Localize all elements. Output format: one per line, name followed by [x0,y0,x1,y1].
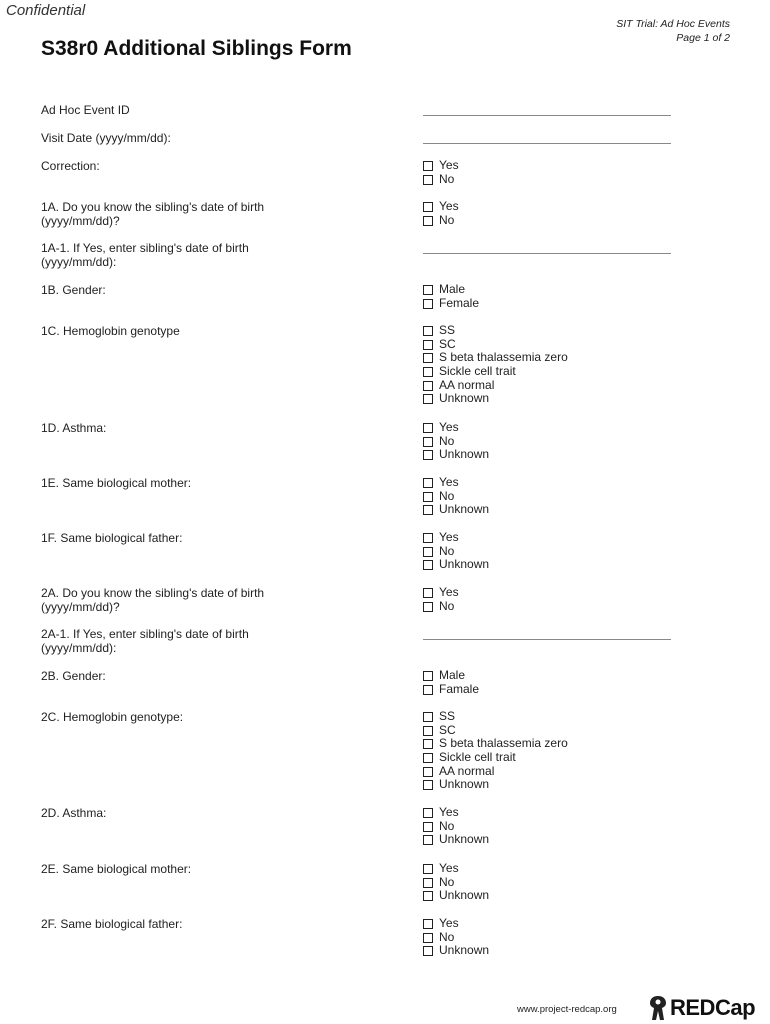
option[interactable] [423,392,568,406]
header-info [616,17,730,45]
answer-line[interactable] [423,143,671,144]
option-group [423,476,489,517]
option-group [423,421,489,462]
option-label: Yes [439,530,459,544]
option-group [423,710,568,792]
option-label: Sickle cell trait [439,364,516,379]
option[interactable] [423,931,489,945]
checkbox[interactable] [423,780,433,790]
checkbox[interactable] [423,533,433,543]
option-group [423,159,459,186]
checkbox[interactable] [423,712,433,722]
option-group [423,531,489,572]
option[interactable] [423,435,489,449]
checkbox[interactable] [423,175,433,185]
option-label: Male [439,668,466,682]
question-label: 2D. Asthma: [41,806,107,820]
option-label: Yes [439,420,459,434]
option[interactable] [423,751,568,765]
option[interactable] [423,297,479,311]
option-label: Unknown [439,502,490,517]
option-group [423,862,489,903]
option[interactable] [423,379,568,393]
question-label: 1A-1. If Yes, enter sibling's date of birth (yyyy/mm/dd): [41,241,249,269]
option[interactable] [423,545,489,559]
option[interactable] [423,200,459,214]
option-label: SC [439,336,456,351]
question-label: 1A. Do you know the sibling's date of birth (yyyy/mm/dd)? [41,200,265,228]
redcap-logo-text: REDCap [670,995,756,1020]
option-group [423,917,489,958]
checkbox[interactable] [423,864,433,874]
option[interactable] [423,765,568,779]
checkbox[interactable] [423,588,433,598]
option-group [423,324,568,406]
checkbox[interactable] [423,808,433,818]
option-label: S beta thalassemia zero [439,350,568,365]
option-label: Unknown [439,557,490,572]
option-label: No [439,598,455,613]
option-label: AA normal [439,377,495,392]
option-label: Unknown [439,943,490,958]
checkbox[interactable] [423,602,433,612]
option[interactable] [423,833,489,847]
option-label: Yes [439,158,459,172]
option-label: SC [439,722,456,737]
option-label: No [439,433,455,448]
option[interactable] [423,324,568,338]
question-label: Ad Hoc Event ID [41,103,130,117]
option[interactable] [423,889,489,903]
checkbox[interactable] [423,822,433,832]
option-label: Unknown [439,777,490,792]
checkbox[interactable] [423,478,433,488]
answer-line[interactable] [423,115,671,116]
option[interactable] [423,448,489,462]
option[interactable] [423,876,489,890]
option-group [423,200,459,227]
checkbox[interactable] [423,878,433,888]
option-label: Yes [439,916,459,930]
option[interactable] [423,737,568,751]
checkbox[interactable] [423,933,433,943]
option[interactable] [423,421,489,435]
question-label: Visit Date (yyyy/mm/dd): [41,131,171,145]
question-label: 2E. Same biological mother: [41,862,192,876]
option-label: No [439,488,455,503]
checkbox[interactable] [423,891,433,901]
checkbox[interactable] [423,671,433,681]
option-label: No [439,874,455,889]
option-label: Yes [439,861,459,875]
option[interactable] [423,351,568,365]
checkbox[interactable] [423,726,433,736]
question-label: 2A. Do you know the sibling's date of birth (yyyy/mm/dd)? [41,586,265,614]
option[interactable] [423,710,568,724]
option-label: No [439,171,455,186]
option-group [423,283,479,310]
option[interactable] [423,558,489,572]
answer-line[interactable] [423,639,671,640]
option[interactable] [423,724,568,738]
option[interactable] [423,600,459,614]
option[interactable] [423,917,489,931]
checkbox[interactable] [423,161,433,171]
option-label: Unknown [439,391,490,406]
option[interactable] [423,944,489,958]
option-label: Female [439,295,480,310]
question-label: 2C. Hemoglobin genotype: [41,710,184,724]
option[interactable] [423,503,489,517]
checkbox[interactable] [423,381,433,391]
checkbox[interactable] [423,560,433,570]
footer-url[interactable]: www.project-redcap.org [517,1004,617,1015]
checkbox[interactable] [423,492,433,502]
option-group [423,806,489,847]
option-label: No [439,543,455,558]
question-label: 1D. Asthma: [41,421,107,435]
option[interactable] [423,778,568,792]
question-label: 1B. Gender: [41,283,106,297]
option[interactable] [423,820,489,834]
option-label: SS [439,709,456,723]
question-label: 2A-1. If Yes, enter sibling's date of birth (yyyy/mm/dd): [41,627,249,655]
checkbox[interactable] [423,685,433,695]
option-label: No [439,212,455,227]
option-label: Unknown [439,447,490,462]
question-label: 1C. Hemoglobin genotype [41,324,180,338]
option-label: Yes [439,805,459,819]
option-label: Yes [439,585,459,599]
checkbox[interactable] [423,767,433,777]
checkbox[interactable] [423,423,433,433]
option-label: AA normal [439,763,495,778]
option-label: Yes [439,475,459,489]
question-label: 2F. Same biological father: [41,917,183,931]
checkbox[interactable] [423,505,433,515]
option-label: Unknown [439,888,490,903]
checkbox[interactable] [423,547,433,557]
option[interactable] [423,476,489,490]
form-title: S38r0 Additional Siblings Form [41,37,352,60]
option[interactable] [423,669,479,683]
confidential-label: Confidential [6,2,86,19]
page-number: Page 1 of 2 [676,32,730,44]
option[interactable] [423,283,479,297]
option[interactable] [423,214,459,228]
trial-name: SIT Trial: Ad Hoc Events [616,18,730,30]
checkbox[interactable] [423,835,433,845]
option-label: No [439,818,455,833]
answer-line[interactable] [423,253,671,254]
option[interactable] [423,365,568,379]
option-label: Famale [439,681,480,696]
option-label: SS [439,323,456,337]
checkbox[interactable] [423,394,433,404]
option-group [423,669,479,696]
checkbox[interactable] [423,340,433,350]
option-label: S beta thalassemia zero [439,736,568,751]
checkbox[interactable] [423,285,433,295]
option-label: No [439,929,455,944]
checkbox[interactable] [423,450,433,460]
checkbox[interactable] [423,326,433,336]
checkbox[interactable] [423,919,433,929]
option[interactable] [423,159,459,173]
checkbox[interactable] [423,739,433,749]
option-label: Male [439,282,466,296]
checkbox[interactable] [423,299,433,309]
option[interactable] [423,490,489,504]
option-group [423,586,459,613]
option-label: Sickle cell trait [439,750,516,765]
option[interactable] [423,683,479,697]
question-label: 1E. Same biological mother: [41,476,192,490]
option[interactable] [423,862,489,876]
checkbox[interactable] [423,437,433,447]
option[interactable] [423,338,568,352]
question-label: Correction: [41,159,100,173]
question-label: 1F. Same biological father: [41,531,183,545]
option[interactable] [423,531,489,545]
checkbox[interactable] [423,216,433,226]
option[interactable] [423,586,459,600]
checkbox[interactable] [423,946,433,956]
option-label: Yes [439,199,459,213]
checkbox[interactable] [423,202,433,212]
option[interactable] [423,173,459,187]
option-label: Unknown [439,832,490,847]
redcap-logo-icon [647,994,669,1022]
question-label: 2B. Gender: [41,669,106,683]
option[interactable] [423,806,489,820]
redcap-logo [647,994,755,1022]
checkbox[interactable] [423,753,433,763]
checkbox[interactable] [423,353,433,363]
checkbox[interactable] [423,367,433,377]
